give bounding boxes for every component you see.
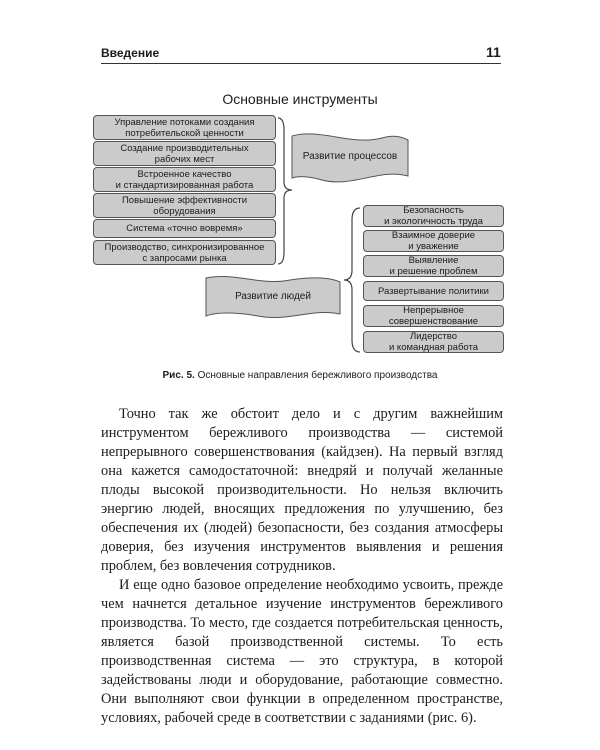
paragraph-1: Точно так же обстоит дело и с другим важнейшим инструментом бережливого производства — системой непрерывного совершенствования (кайдзен). На первый взгляд она кажется самодостаточной: внедряй и получай желанные плоды высокой производительности. Но нельзя включить энергию людей, вносящих предложения по улучшению, без обеспечения их (людей) безопасности, без создания атмосферы доверия, без изучения инструментов выявления и решения проблем, без вовлечения сотрудников. xyxy=(101,406,503,574)
running-head: Введение xyxy=(101,46,160,60)
process-label: Развитие процессов xyxy=(302,151,398,162)
tool-box-label: Производство, синхронизированное с запросами рынка xyxy=(104,241,265,264)
people-box-label: Безопасность и экологичность труда xyxy=(384,205,483,227)
people-box-label: Взаимное доверие и уважение xyxy=(391,230,476,252)
people-label: Развитие людей xyxy=(235,291,311,302)
figure-caption xyxy=(0,370,600,381)
caption-label: Рис. 5. xyxy=(162,370,195,381)
tool-box-label: Управление потоками создания потребительской ценности xyxy=(114,116,255,139)
page-number: 11 xyxy=(486,44,501,60)
tool-box-label: Система «точно вовремя» xyxy=(126,223,243,234)
tool-box-label: Повышение эффективности оборудования xyxy=(121,194,248,217)
people-box-label: Непрерывное совершенствование xyxy=(388,305,479,327)
people-brace xyxy=(344,208,360,352)
paragraph-2: И еще одно базовое определение необходимо усвоить, прежде чем начнется детальное изучение инструментов бережливого производства. То место, где создается потребительская ценность, является базой производственной системы. То есть производственная система — это структура, в которой задействованы люди и оборудование, работающие совместно. Они выполняют свои функции в определенном пространстве, условиях, рабочей среде в соответствии с заданиями (рис. 6). xyxy=(101,577,503,726)
body-text xyxy=(101,405,503,728)
tool-box-label: Создание производительных рабочих мест xyxy=(120,142,249,165)
tools-brace xyxy=(278,118,292,264)
people-box-label: Развертывание политики xyxy=(378,285,489,297)
people-box-label: Лидерство и командная работа xyxy=(388,331,479,353)
people-box-label: Выявление и решение проблем xyxy=(389,255,478,277)
caption-text: Основные направления бережливого производства xyxy=(194,370,438,381)
figure-title: Основные инструменты xyxy=(222,91,378,107)
tool-box-label: Встроенное качество и стандартизированная работа xyxy=(115,168,254,191)
